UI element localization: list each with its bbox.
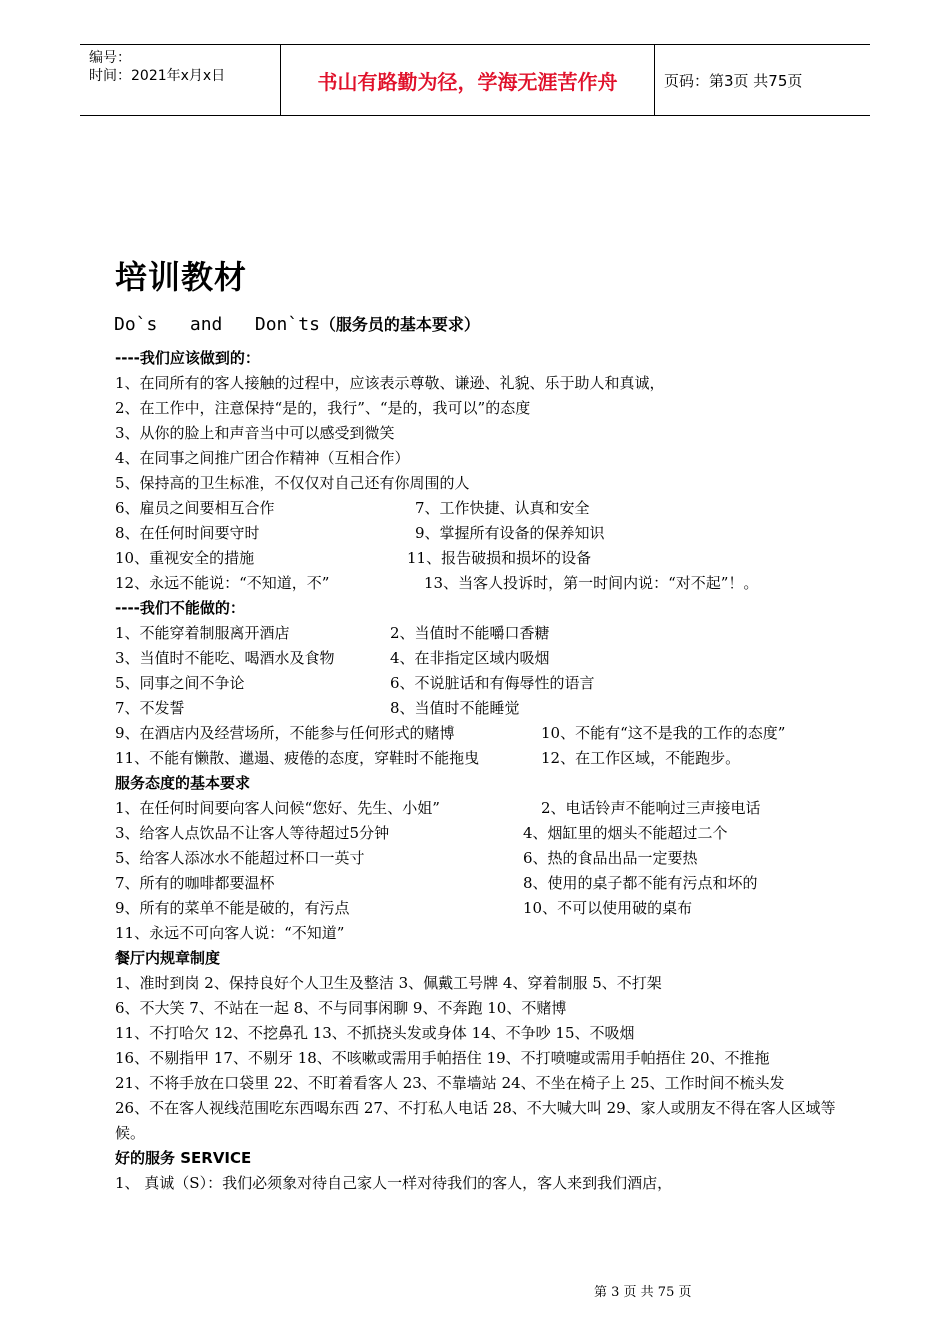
list-item: 4、在同事之间推广团合作精神（互相合作）: [115, 449, 410, 467]
section-heading-donts: ----我们不能做的：: [115, 599, 245, 617]
list-item: 3、当值时不能吃、喝酒水及食物: [115, 649, 335, 667]
list-item: 13、当客人投诉时，第一时间内说：“对不起”！。: [424, 574, 759, 592]
list-item: 1、不能穿着制服离开酒店: [115, 624, 290, 642]
list-item: 6、热的食品出品一定要热: [523, 849, 698, 867]
list-item: 8、当值时不能睡觉: [390, 699, 520, 717]
list-item: 10、不可以使用破的桌布: [523, 899, 693, 917]
document-number-label: 编号：: [89, 50, 131, 66]
paragraph-line: 1、 真诚（S）：我们必须象对待自己家人一样对待我们的客人，客人来到我们酒店，: [115, 1174, 673, 1192]
list-item: 8、在任何时间要守时: [115, 524, 260, 542]
paragraph-line: 11、不打哈欠 12、不挖鼻孔 13、不抓挠头发或身体 14、不争吵 15、不吸烟: [115, 1024, 635, 1042]
list-row: [115, 746, 845, 771]
list-row: [115, 571, 845, 596]
list-item: 6、不说脏话和有侮辱性的语言: [390, 674, 595, 692]
list-row: [115, 671, 845, 696]
subtitle-english: Do`s and Don`ts: [114, 314, 320, 335]
list-item: 3、从你的脸上和声音当中可以感受到微笑: [115, 424, 395, 442]
list-item: 12、在工作区域，不能跑步。: [541, 749, 741, 767]
list-item: 9、所有的菜单不能是破的，有污点: [115, 899, 350, 917]
list-item: 2、电话铃声不能响过三声接电话: [541, 799, 761, 817]
section-heading-dos: ----我们应该做到的：: [115, 349, 260, 367]
list-item: 7、不发誓: [115, 699, 185, 717]
section-heading-service: 服务态度的基本要求: [115, 774, 251, 792]
list-item: 1、在同所有的客人接触的过程中，应该表示尊敬、谦逊、礼貌、乐于助人和真诚，: [115, 374, 665, 392]
list-item: 2、当值时不能嚼口香糖: [390, 624, 550, 642]
list-row: [115, 896, 845, 921]
header-table: [80, 44, 870, 116]
list-item: 5、同事之间不争论: [115, 674, 245, 692]
list-item: 10、不能有“这不是我的工作的态度”: [541, 724, 786, 742]
paragraph-line: 16、不剔指甲 17、不剔牙 18、不咳嗽或需用手帕捂住 19、不打喷嚏或需用手帕捂住 20、不推拖: [115, 1049, 770, 1067]
list-item: 12、永远不能说：“不知道，不”: [115, 574, 330, 592]
list-item: 5、给客人添冰水不能超过杯口一英寸: [115, 849, 365, 867]
list-item: 11、永远不可向客人说：“不知道”: [115, 924, 345, 942]
paragraph-line: 21、不将手放在口袋里 22、不盯着看客人 23、不靠墙站 24、不坐在椅子上 25、工作时间不梳头发: [115, 1074, 785, 1092]
list-row: [115, 521, 845, 546]
document-body: [115, 346, 845, 1196]
list-row: [115, 721, 845, 746]
list-item: 4、在非指定区域内吸烟: [390, 649, 550, 667]
list-row: [115, 646, 845, 671]
page-footer: 第 3 页 共 75 页: [594, 1285, 692, 1300]
list-item: 8、使用的桌子都不能有污点和坏的: [523, 874, 758, 892]
list-item: 9、掌握所有设备的保养知识: [415, 524, 605, 542]
list-item: 4、烟缸里的烟头不能超过二个: [523, 824, 728, 842]
list-row: [115, 696, 845, 721]
list-row: [115, 871, 845, 896]
list-item: 7、工作快捷、认真和安全: [415, 499, 590, 517]
list-item: 9、在酒店内及经营场所，不能参与任何形式的赌博: [115, 724, 455, 742]
list-row: [115, 821, 845, 846]
paragraph-line: 26、不在客人视线范围吃东西喝东西 27、不打私人电话 28、不大喊大叫 29、家人或朋友不得在客人区域等候。: [115, 1099, 836, 1142]
list-row: [115, 846, 845, 871]
paragraph-line: 6、不大笑 7、不站在一起 8、不与同事闲聊 9、不奔跑 10、不赌博: [115, 999, 567, 1017]
list-item: 2、在工作中，注意保持“是的，我行”、“是的，我可以”的态度: [115, 399, 531, 417]
list-row: [115, 496, 845, 521]
list-row: [115, 621, 845, 646]
list-row: [115, 796, 845, 821]
paragraph-line: 1、准时到岗 2、保持良好个人卫生及整洁 3、佩戴工号牌 4、穿着制服 5、不打架: [115, 974, 662, 992]
document-date: 时间：2021年x月x日: [89, 68, 226, 84]
header-page-info: 页码：第3页 共75页: [664, 71, 803, 90]
list-item: 10、重视安全的措施: [115, 549, 255, 567]
header-left-cell: [80, 45, 281, 115]
list-item: 7、所有的咖啡都要温杯: [115, 874, 275, 892]
section-heading-rules: 餐厅内规章制度: [115, 949, 221, 967]
list-item: 5、保持高的卫生标准，不仅仅对自己还有你周围的人: [115, 474, 470, 492]
subtitle-chinese: （服务员的基本要求）: [319, 315, 480, 334]
list-item: 1、在任何时间要向客人问候“您好、先生、小姐”: [115, 799, 440, 817]
list-item: 6、雇员之间要相互合作: [115, 499, 275, 517]
section-heading-good-service: 好的服务 SERVICE: [115, 1149, 252, 1167]
header-motto: 书山有路勤为径，学海无涯苦作舟: [281, 45, 655, 115]
document-subtitle: [114, 312, 480, 335]
list-item: 11、报告破损和损坏的设备: [407, 549, 592, 567]
list-item: 11、不能有懒散、邋遢、疲倦的态度，穿鞋时不能拖曳: [115, 749, 480, 767]
document-title: 培训教材: [115, 258, 248, 296]
list-row: [115, 546, 845, 571]
list-item: 3、给客人点饮品不让客人等待超过5分钟: [115, 824, 390, 842]
